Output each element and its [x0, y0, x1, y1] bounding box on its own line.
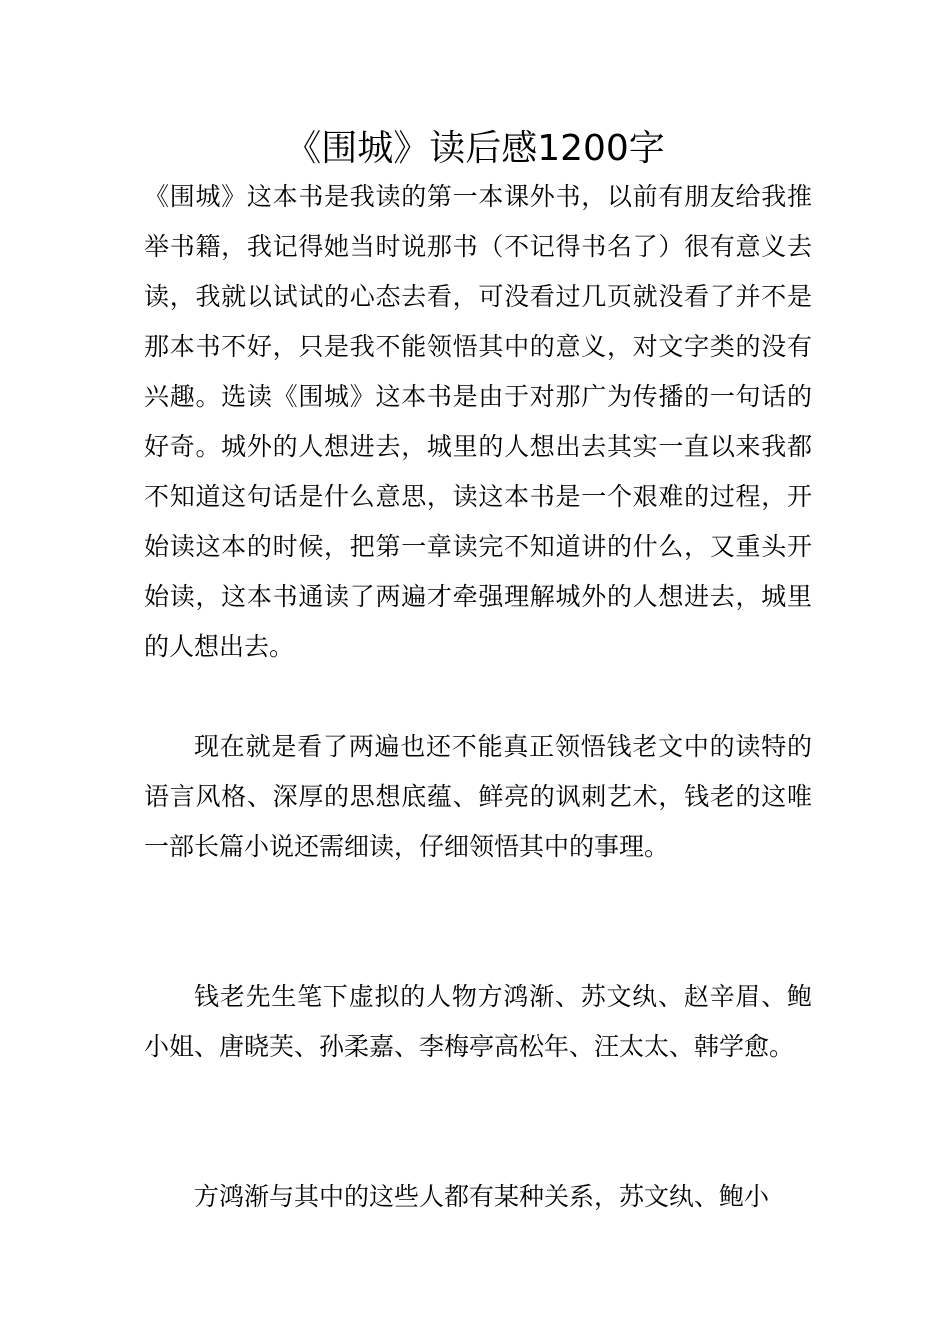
paragraph-3: 钱老先生笔下虚拟的人物方鸿渐、苏文纨、赵辛眉、鲍小姐、唐晓芙、孙柔嘉、李梅亭高松年、汪太太、韩学愈。 — [144, 982, 812, 1061]
paragraph-4: 方鸿渐与其中的这些人都有某种关系，苏文纨、鲍小 — [194, 1182, 770, 1211]
paragraph-2: 现在就是看了两遍也还不能真正领悟钱老文中的读特的语言风格、深厚的思想底蕴、鲜亮的讽刺艺术，钱老的这唯一部长篇小说还需细读，仔细领悟其中的事理。 — [144, 732, 812, 861]
document-title: 《围城》读后感1200字 — [285, 128, 665, 169]
paragraph-1: 《围城》这本书是我读的第一本课外书，以前有朋友给我推举书籍，我记得她当时说那书（不记得书名了）很有意义去读，我就以试试的心态去看，可没看过几页就没看了并不是那本书不好，只是我不能领悟其中的意义，对文字类的没有兴趣。选读《围城》这本书是由于对那广为传播的一句话的好奇。城外的人想进去，城里的人想出去其实一直以来我都不知道这句话是什么意思，读这本书是一个艰难的过程，开始读这本的时候，把第一章读完不知道讲的什么，又重头开始读，这本书通读了两遍才牵强理解城外的人想进去，城里的人想出去。 — [144, 182, 812, 661]
